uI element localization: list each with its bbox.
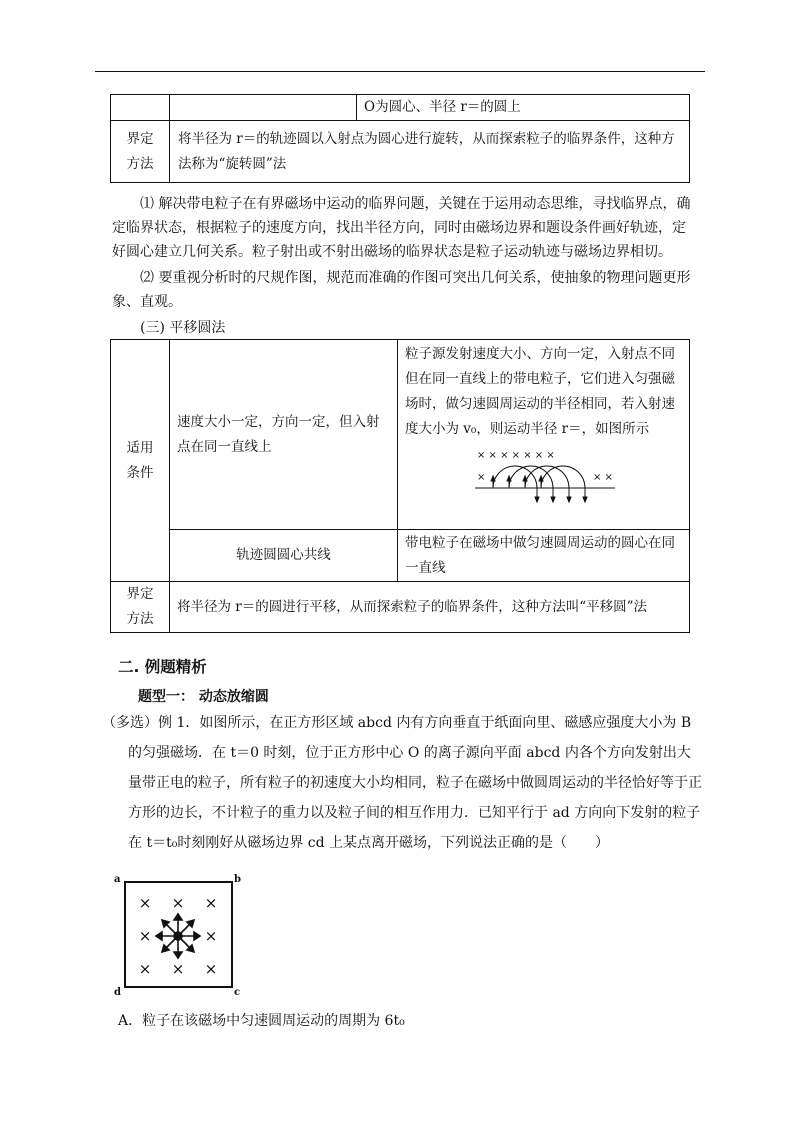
corner-a: a [114,874,121,885]
condition-1-desc-text: 粒子源发射速度大小、方向一定，入射点不同但在同一直线上的带电粒子，它们进入匀强磁场时，做匀速圆周运动的半径相同，若入射速度大小为 v₀，则运动半径 r＝，如图所示 [405,346,675,437]
corner-b: b [234,874,241,885]
svg-text:× × × × × × ×: × × × × × × × [477,450,555,461]
section-subtitle: 题型一： 动态放缩圆 [138,689,269,705]
square-field-figure [112,870,252,1000]
method-text: 将半径为 r＝的轨迹圆以入射点为圆心进行旋转，从而探索粒子的临界条件，这种方法称为“旋转圆”法 [170,121,690,183]
svg-text:×: × [171,960,185,978]
condition-1-desc [398,340,690,530]
translation-circle-figure [475,446,625,512]
center-radius-cell: O为圆心、半径 r＝的圆上 [357,95,690,121]
svg-text:×: × [138,960,152,978]
svg-text:×: × [204,927,218,945]
empty-cell [111,95,170,121]
header-rule [95,71,705,72]
translation-method-label: 界定方法 [111,582,170,633]
svg-text:×: × [477,472,486,483]
svg-text:× ×: × × [593,472,613,483]
corner-c: c [234,987,241,998]
note-1: ⑴ 解决带电粒子在有界磁场中运动的临界问题，关键在于运用动态思维，寻找临界点，确定临界状态，根据粒子的速度方向，找出半径方向，同时由磁场边界和题设条件画好轨迹，定好圆心建立几何关系。粒子射出或不射出磁场的临界状态是粒子运动轨迹与磁场边界相切。 [112,196,691,260]
option-a: A．粒子在该磁场中匀速圆周运动的周期为 6t₀ [118,1013,405,1029]
note-2: ⑵ 要重视分析时的尺规作图，规范而准确的作图可突出几何关系，使抽象的物理问题更形象、直观。 [112,270,691,310]
svg-text:×: × [138,927,152,945]
section-title: 二. 例题精析 [118,658,207,676]
svg-text:×: × [138,894,152,912]
translation-circle-table [110,339,690,633]
method-label: 界定方法 [111,121,170,183]
condition-1: 速度大小一定，方向一定，但入射点在同一直线上 [170,340,398,530]
svg-text:×: × [171,894,185,912]
empty-cell [170,95,357,121]
example-1 [102,708,702,858]
svg-text:×: × [204,894,218,912]
note-3: (三) 平移圆法 [140,320,226,336]
translation-method-text: 将半径为 r＝的圆进行平移，从而探索粒子的临界条件，这种方法叫“平移圆”法 [170,582,690,633]
example-1-text: （多选）例 1．如图所示，在正方形区域 abcd 内有方向垂直于纸面向里、磁感应强度大小为 B 的匀强磁场．在 t＝0 时刻，位于正方形中心 O 的离子源向平面 abcd 内各个方向发射出大量带正电的粒子，所有粒子的初速度大小均相同，粒子在磁场中做圆周运动的半径恰好等于正方形的边长，不计粒子的重力以及粒子间的相互作用力．已知平行于 ad 方向向下发射的粒子在 t＝t₀时刻刚好从磁场边界 cd 上某点离开磁场，下列说法正确的是（ ） [102,715,702,851]
svg-text:×: × [204,960,218,978]
condition-2: 轨迹圆圆心共线 [170,530,398,582]
corner-d: d [114,987,121,998]
condition-label: 适用条件 [111,340,170,582]
rotation-circle-table [110,94,690,183]
condition-2-desc: 带电粒子在磁场中做匀速圆周运动的圆心在同一直线 [398,530,690,582]
